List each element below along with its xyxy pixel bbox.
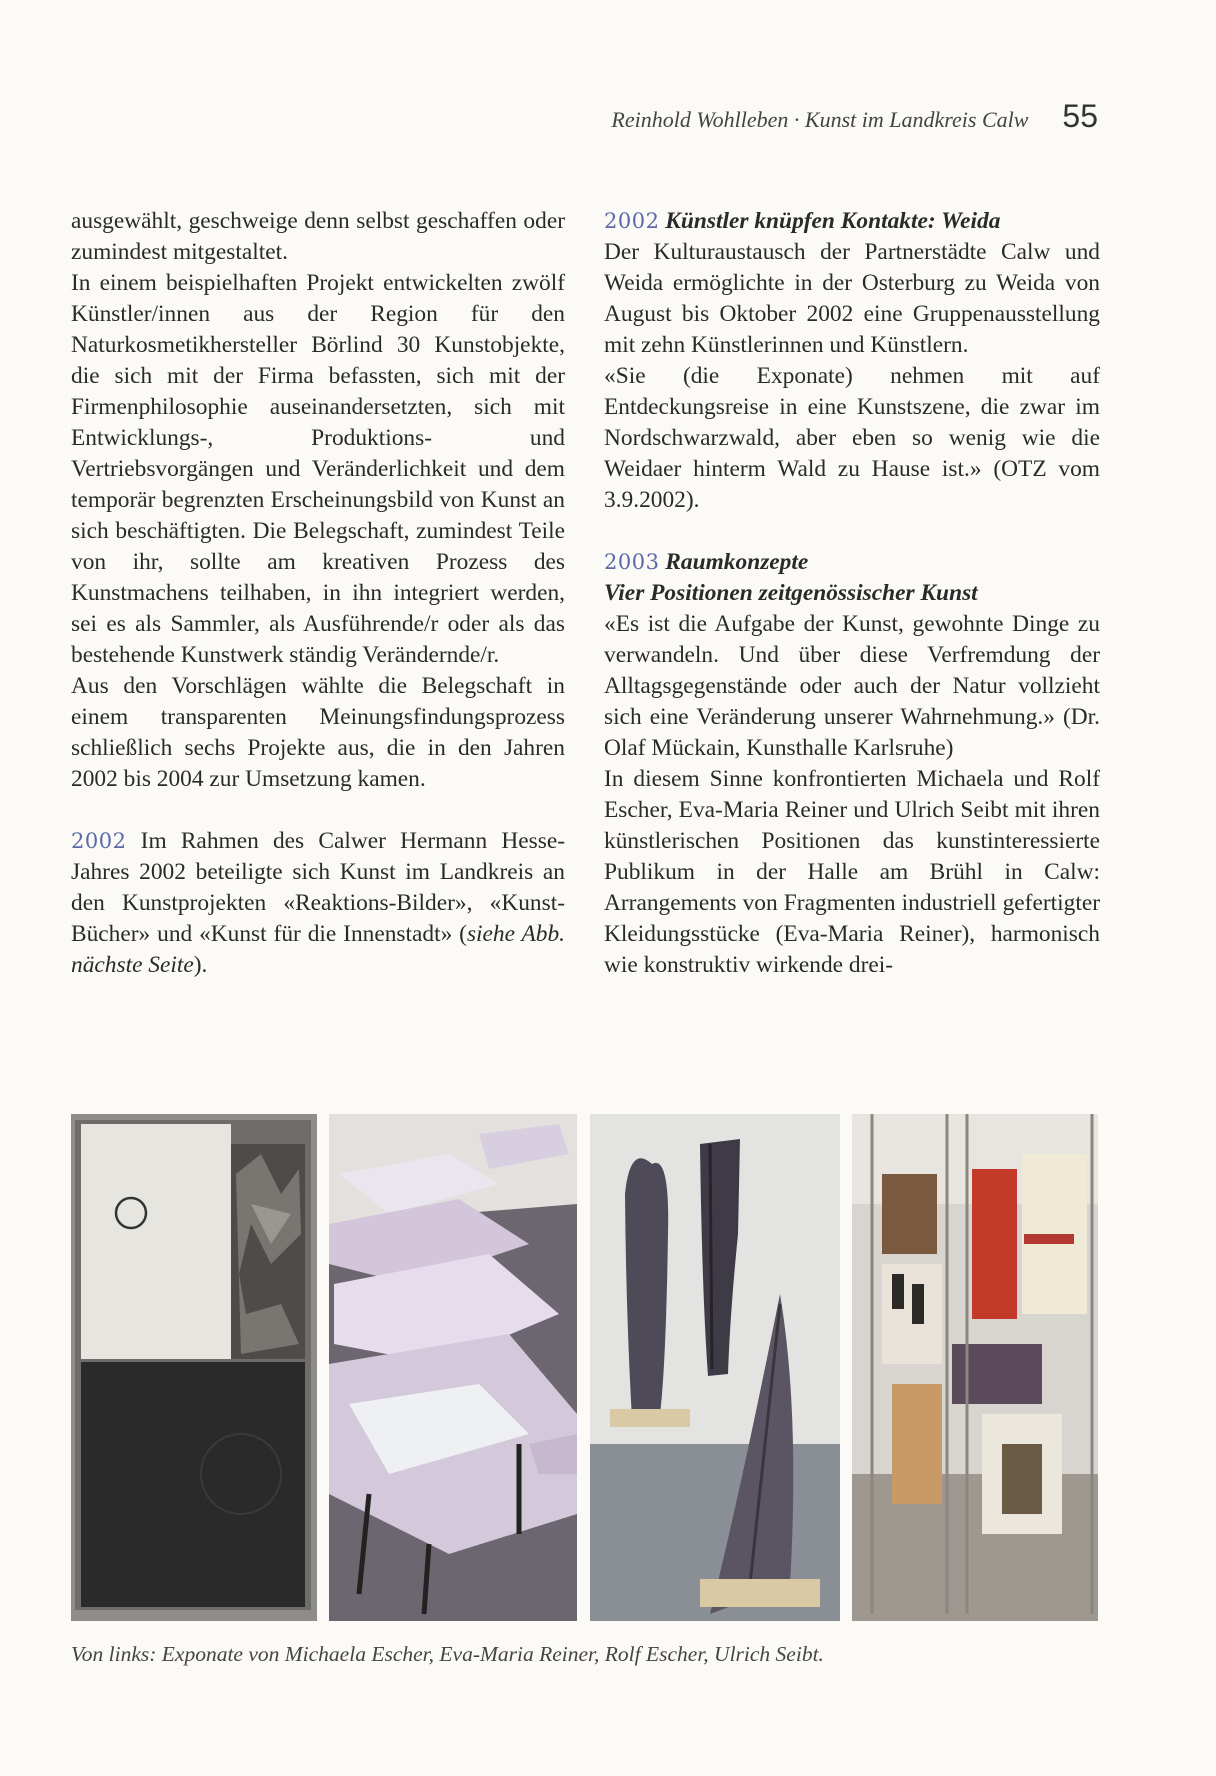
right-column	[604, 206, 1100, 981]
year-label: 2003	[604, 550, 660, 574]
paragraph-end: ).	[193, 952, 208, 978]
paragraph: «Es ist die Aufgabe der Kunst, gewohnte Dinge zu verwandeln. Und über diese Verfremdung der Alltagsgegenstände oder auch der Natur vollzieht sich eine Veränderung unserer Wahrnehmung.» (Dr. Olaf Mückain, Kunsthalle Karlsruhe)	[604, 611, 1100, 761]
paragraph: In diesem Sinne konfrontierten Michaela und Rolf Escher, Eva-Maria Reiner und Ulrich Seibt mit ihren künstlerischen Positionen das kunstinteressierte Publikum in der Halle am Brühl in Calw: Arrangements von Fragmenten industriell gefertigter Kleidungsstücke (Eva-Maria Reiner), harmonisch wie konstruktiv wirkende drei-	[604, 766, 1100, 978]
section-title: Raumkonzepte	[659, 549, 809, 575]
paragraph: «Sie (die Exponate) nehmen mit auf Entdeckungsreise in eine Kunstszene, die zwar im Nordschwarzwald, aber eben so wenig wie die Weidaer hinterm Wald zu Hause ist.» (OTZ vom 3.9.2002).	[604, 363, 1100, 513]
running-title: Reinhold Wohlleben · Kunst im Landkreis Calw	[611, 107, 1029, 132]
photo-strip	[71, 1114, 1098, 1621]
year-label: 2002	[71, 829, 127, 853]
paragraph-text: Im Rahmen des Calwer Hermann Hesse-Jahres 2002 beteiligte sich Kunst im Landkreis an den Kunstprojekten «Reaktions-Bilder», «Kunst-Bücher» und «Kunst für die Innenstadt» (	[71, 828, 565, 947]
paragraph: Aus den Vorschlägen wählte die Belegschaft in einem transparenten Meinungsfindungsprozess schließlich sechs Projekte aus, die in den Jahren 2002 bis 2004 zur Umsetzung kamen.	[71, 673, 565, 792]
paragraph: In einem beispielhaften Projekt entwickelten zwölf Künstler/innen aus der Region für den Naturkosmetikhersteller Börlind 30 Kunstobjekte, die sich mit der Firma befassten, sich mit der Firmenphilosophie auseinandersetzten, sich mit Entwicklungs-, Produktions- und Vertriebsvorgängen und Veränderlichkeit und dem temporär begrenzten Erscheinungsbild von Kunst an sich beschäftigten. Die Belegschaft, zumindest Teile von ihr, sollte am kreativen Prozess des Kunstmachens teilhaben, in ihn integriert werden, sei es als Sammler, als Ausführende/r oder als das bestehende Kunstwerk ständig Verändernde/r.	[71, 270, 565, 668]
photo-michaela-escher	[71, 1114, 317, 1621]
photo-eva-maria-reiner	[329, 1114, 577, 1621]
paragraph: ausgewählt, geschweige denn selbst geschaffen oder zumindest mitgestaltet.	[71, 208, 565, 265]
photo-rolf-escher	[590, 1114, 840, 1621]
running-header	[70, 98, 1098, 135]
page-number: 55	[1062, 98, 1098, 134]
left-column	[71, 206, 565, 981]
paragraph-2002-hesse	[71, 826, 565, 981]
section-heading-raumkonzepte	[604, 547, 1100, 578]
paragraph: Der Kulturaustausch der Partnerstädte Calw und Weida ermöglichte in der Osterburg zu Weida von August bis Oktober 2002 eine Gruppenausstellung mit zehn Künstlerinnen und Künstlern.	[604, 239, 1100, 358]
section-heading-weida	[604, 206, 1100, 237]
year-label: 2002	[604, 209, 660, 233]
photo-ulrich-seibt	[852, 1114, 1098, 1621]
section-title: Künstler knüpfen Kontakte: Weida	[659, 208, 1001, 234]
figure-caption: Von links: Exponate von Michaela Escher, Eva-Maria Reiner, Rolf Escher, Ulrich Seibt.	[71, 1642, 824, 1666]
figure-reference: siehe Abb. nächste Seite	[71, 921, 565, 978]
section-subtitle: Vier Positionen zeitgenössischer Kunst	[604, 580, 978, 606]
